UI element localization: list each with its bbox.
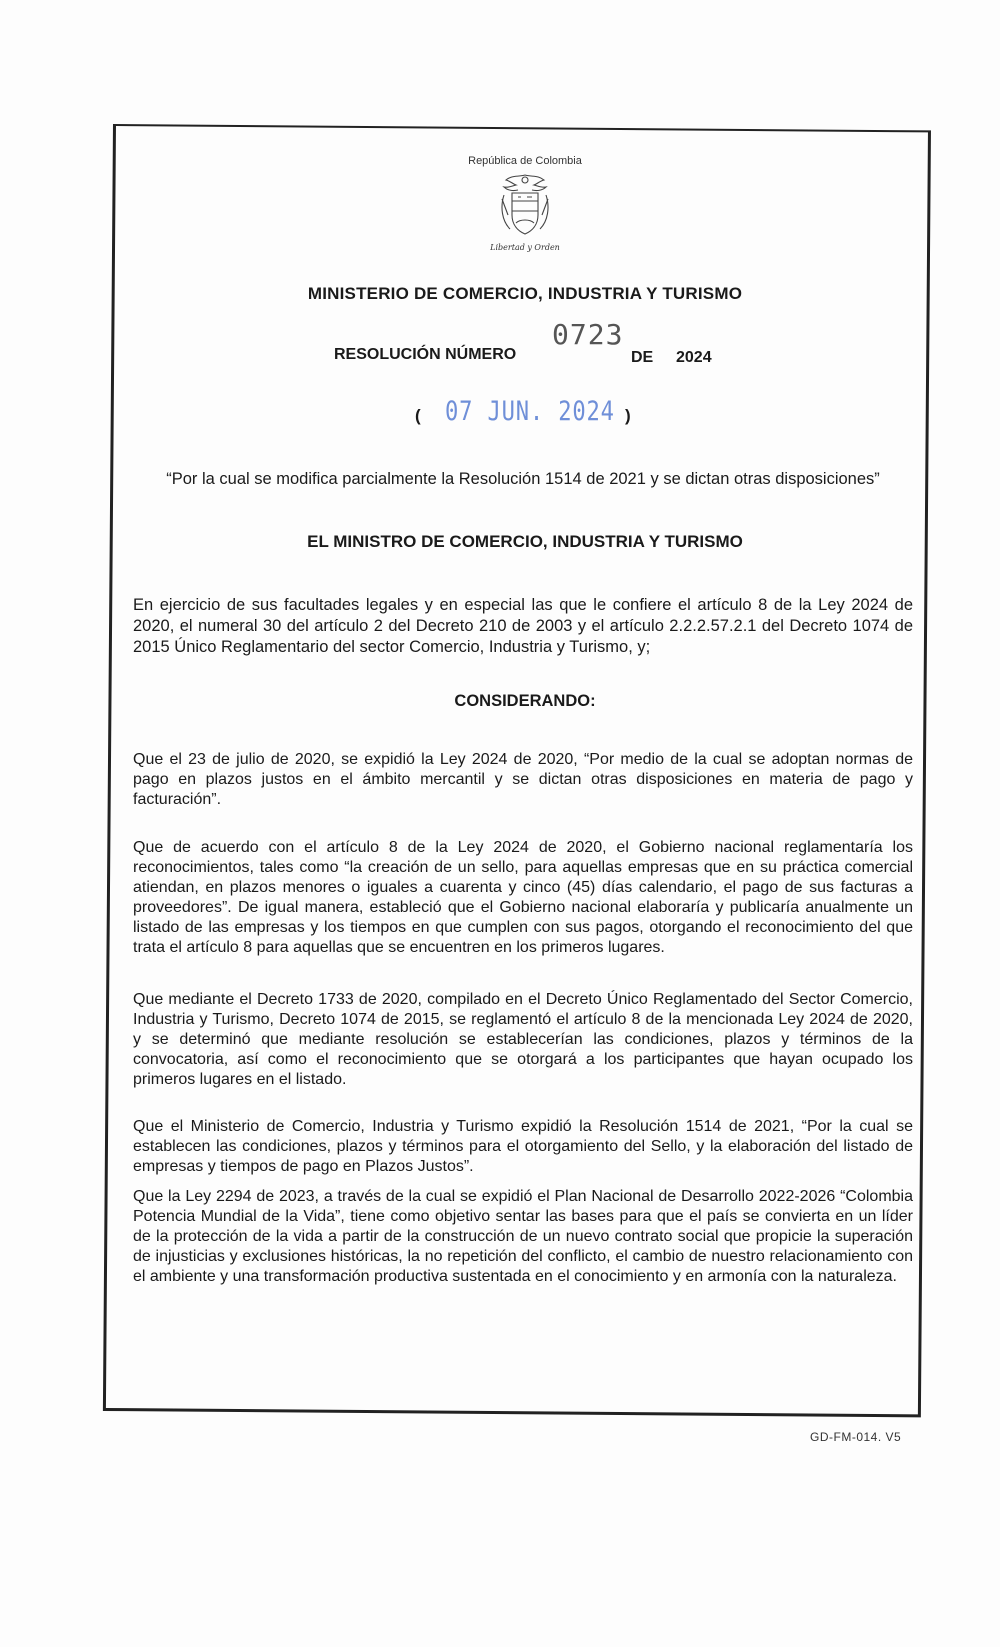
resolution-subject: “Por la cual se modifica parcialmente la Resolución 1514 de 2021 y se dictan otras disposiciones” xyxy=(166,470,880,488)
national-motto: Libertad y Orden xyxy=(490,243,560,252)
resolution-de-label: DE xyxy=(631,349,654,366)
resolution-number: 0723 xyxy=(552,318,624,351)
date-close-paren: ) xyxy=(625,406,631,425)
date-open-paren: ( xyxy=(415,406,421,425)
resolution-year: 2024 xyxy=(676,349,712,366)
intro-paragraph: En ejercicio de sus facultades legales y en especial las que le confiere el artículo 8 de la Ley 2024 de 2020, el numeral 30 del artículo 2 del Decreto 210 de 2003 y el artículo 2.2.2.57.2.1 del Decreto 1074 de 2015 Único Reglamentario del sector Comercio, Industria y Turismo, y; xyxy=(133,596,913,656)
ministry-heading: MINISTERIO DE COMERCIO, INDUSTRIA Y TURISMO xyxy=(307,284,743,303)
considerando-paragraph: Que la Ley 2294 de 2023, a través de la cual se expidió el Plan Nacional de Desarrollo 2022-2026 “Colombia Potencia Mundial de la Vida”, tiene como objetivo sentar las bases para que el país se convierta en un líder de la protección de la vida a partir de la construcción de un nuevo contrato social que propicie la superación de injusticias y exclusiones históricas, la no repetición del conflicto, el cambio de nuestro relacionamiento con el ambiente y una transformación productiva sustentada en el conocimiento y en armonía con la naturaleza. xyxy=(133,1188,913,1285)
coat-of-arms-icon xyxy=(494,171,556,239)
considerando-paragraph: Que mediante el Decreto 1733 de 2020, compilado en el Decreto Único Reglamentado del Sector Comercio, Industria y Turismo, Decreto 1074 de 2015, se reglamentó el artículo 8 de la mencionada Ley 2024 de 2020, y se determinó que mediante resolución se establecerían las condiciones, plazos y términos de la convocatoria, así como el reconocimiento que se otorgará a los participantes que hayan ocupado los primeros lugares en el listado. xyxy=(133,991,913,1088)
considerando-heading: CONSIDERANDO: xyxy=(454,692,596,710)
considerando-paragraph: Que el Ministerio de Comercio, Industria y Turismo expidió la Resolución 1514 de 2021, “Por la cual se establecen las condiciones, plazos y términos para el otorgamiento del Sello, y la elaboración del listado de empresas y tiempos de pago en Plazos Justos”. xyxy=(133,1118,913,1175)
date-stamp: 07 JUN. 2024 xyxy=(445,396,615,427)
minister-heading: EL MINISTRO DE COMERCIO, INDUSTRIA Y TURISMO xyxy=(307,532,743,551)
resolution-label: RESOLUCIÓN NÚMERO xyxy=(334,346,517,363)
form-code: GD-FM-014. V5 xyxy=(810,1430,902,1444)
country-name: República de Colombia xyxy=(468,155,582,167)
considerando-paragraph: Que el 23 de julio de 2020, se expidió la Ley 2024 de 2020, “Por medio de la cual se adoptan normas de pago en plazos justos en el ámbito mercantil y se dictan otras disposiciones en materia de pago y facturación”. xyxy=(133,751,913,808)
considerando-paragraph: Que de acuerdo con el artículo 8 de la Ley 2024 de 2020, el Gobierno nacional reglamentaría los reconocimientos, tales como “la creación de un sello, para aquellas empresas que en su práctica comercial atiendan, en plazos menores o iguales a cuarenta y cinco (45) días calendario, el pago de sus facturas a proveedores”. De igual manera, estableció que el Gobierno nacional elaboraría y publicaría anualmente un listado de las empresas y los tiempos en que cumplen con sus pagos, otorgando el reconocimiento del que trata el artículo 8 para aquellas que se encuentren en los primeros lugares. xyxy=(133,839,913,956)
